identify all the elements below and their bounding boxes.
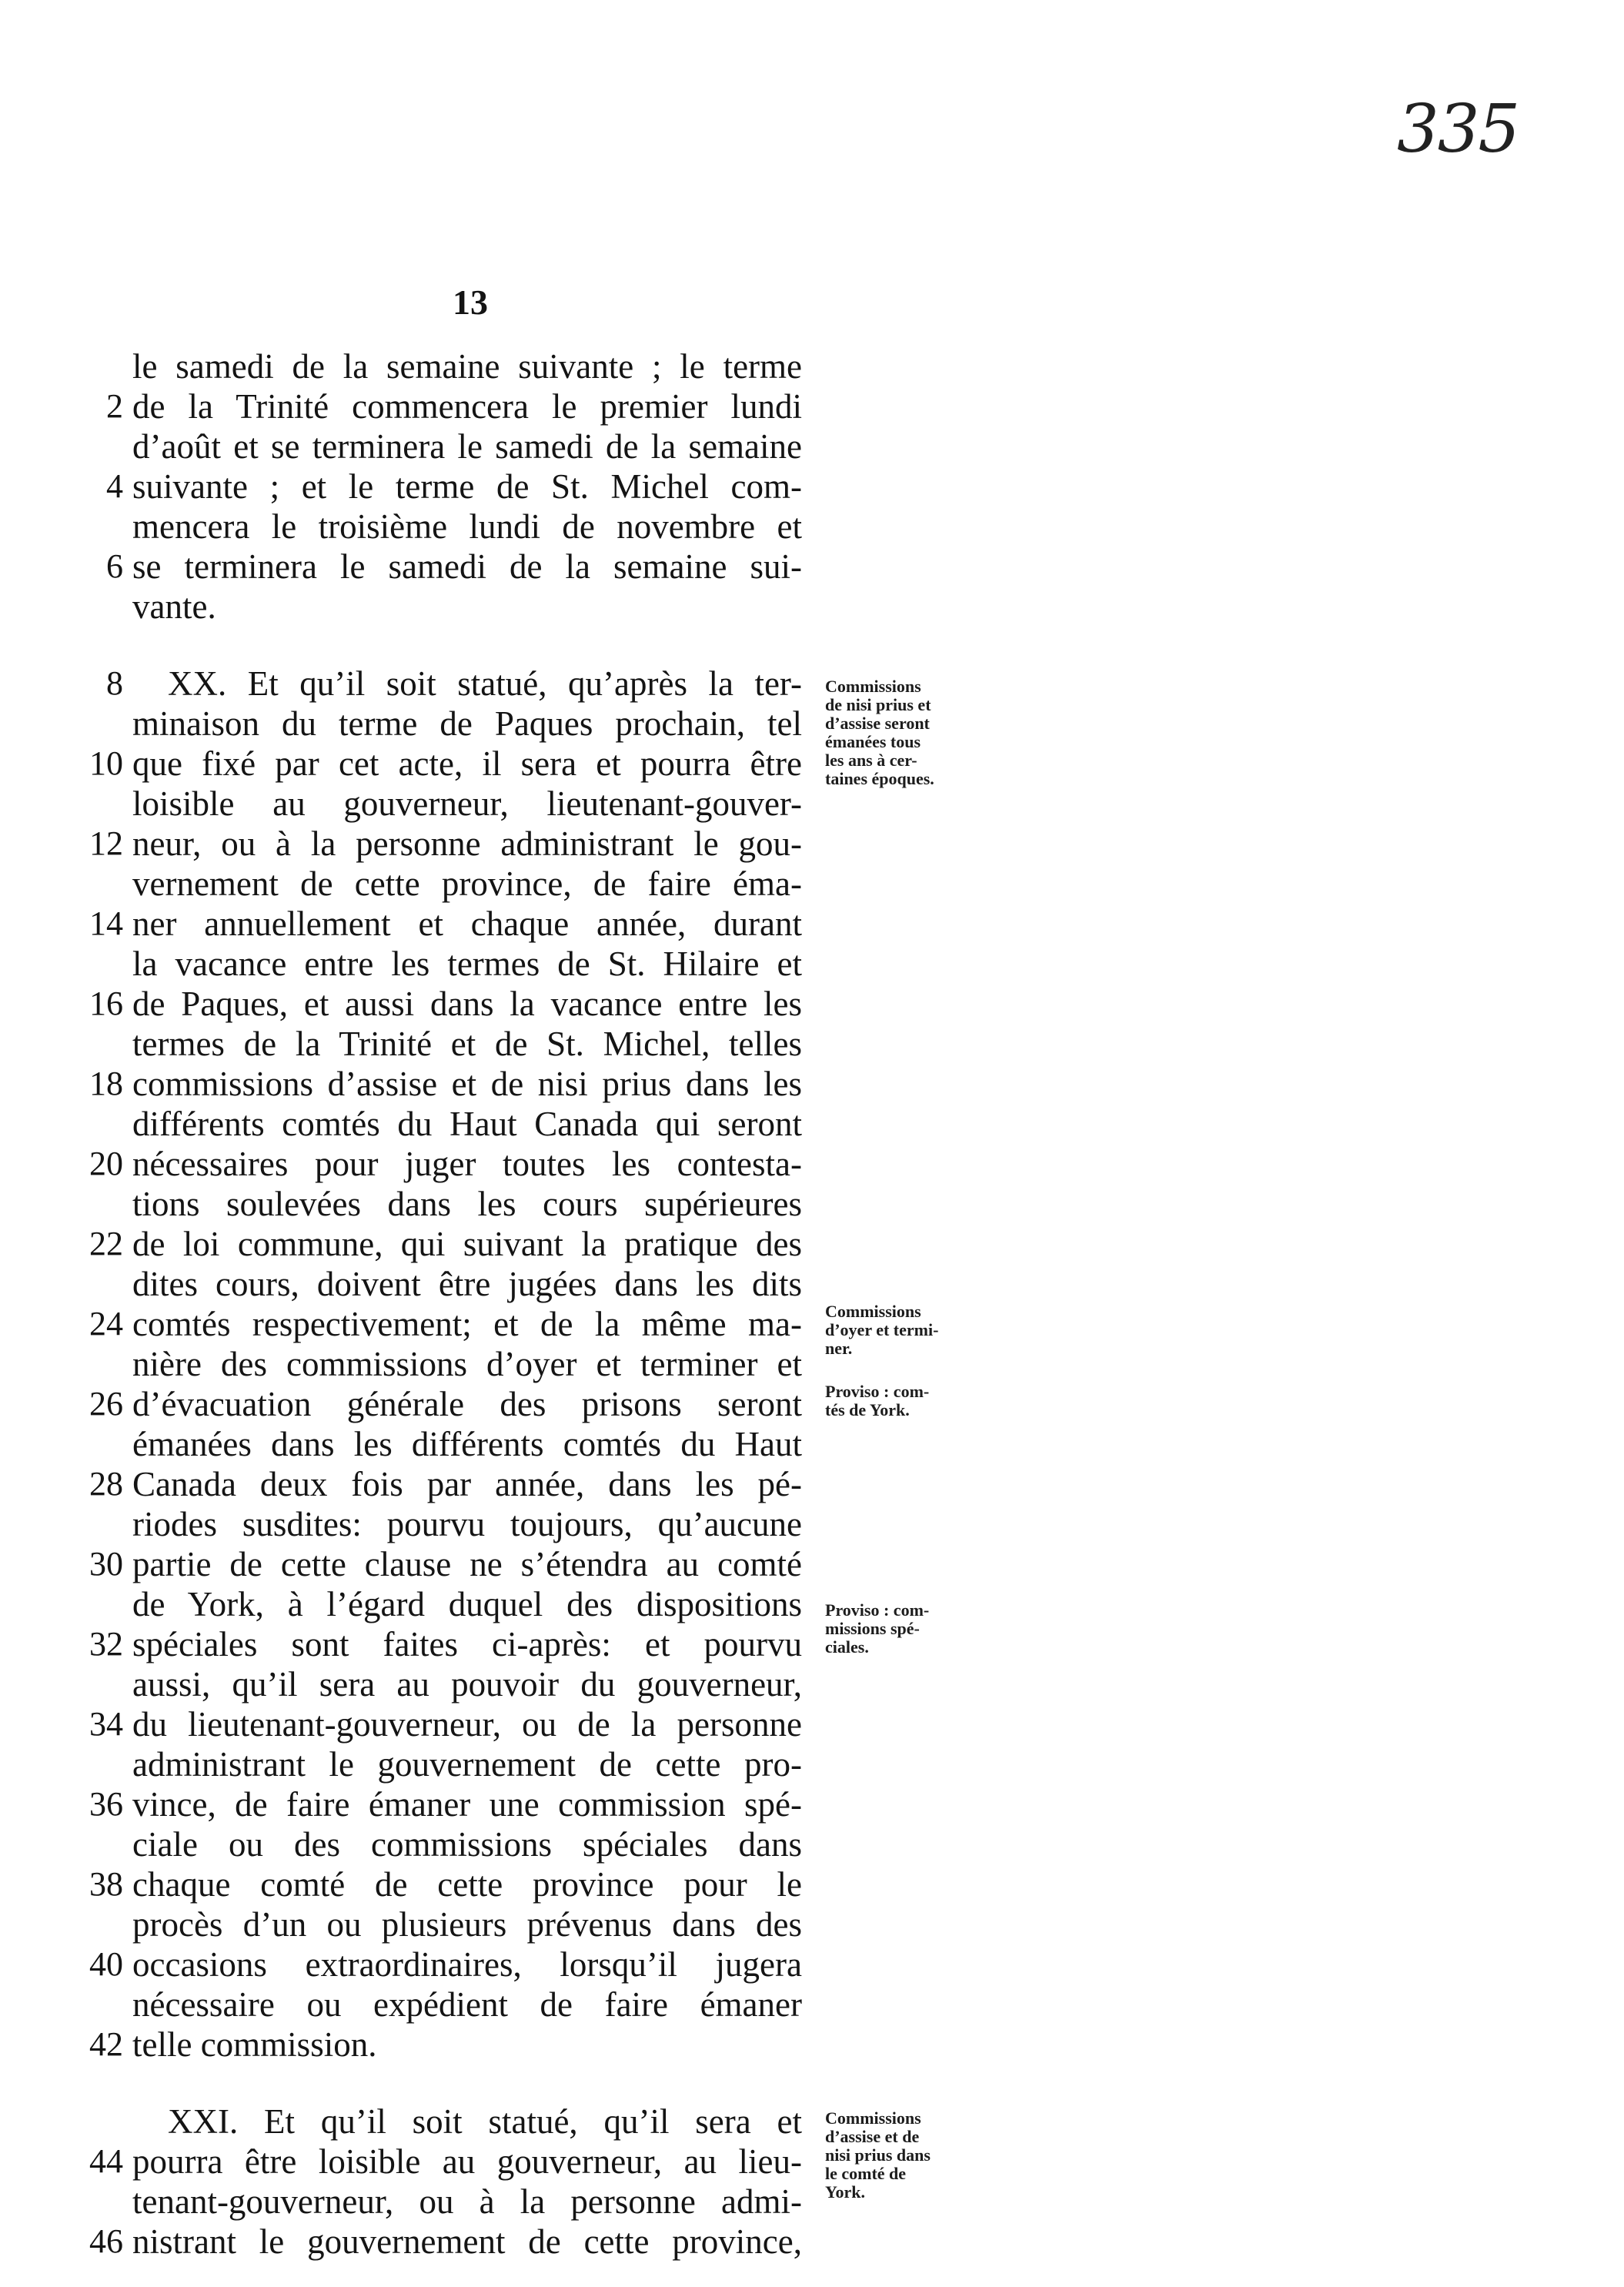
text-line: commissions d’assise et de nisi prius dans les [132, 1065, 802, 1103]
margin-note-line: émanées tous [825, 732, 921, 751]
text-line: dites cours, doivent être jugées dans les dits [132, 1265, 802, 1303]
margin-note-line: de nisi prius et [825, 695, 931, 714]
text-line: neur, ou à la personne administrant le gou- [132, 824, 802, 863]
line-number: 44 [89, 2142, 123, 2180]
line-number: 12 [89, 824, 123, 862]
margin-note-line: d’oyer et termi- [825, 1320, 939, 1339]
line-number: 40 [89, 1945, 123, 1983]
text-line: du lieutenant-gouverneur, ou de la personne [132, 1705, 802, 1744]
line-number: 16 [89, 985, 123, 1022]
text-line: mencera le troisième lundi de novembre et [132, 507, 802, 546]
text-line: d’évacuation générale des prisons seront [132, 1385, 802, 1423]
text-line: loisible au gouverneur, lieutenant-gouver- [132, 784, 802, 823]
text-line: ciale ou des commissions spéciales dans [132, 1825, 802, 1864]
text-line: que fixé par cet acte, il sera et pourra être [132, 744, 802, 783]
line-number: 24 [89, 1305, 123, 1342]
text-line: nécessaire ou expédient de faire émaner [132, 1985, 802, 2024]
line-number: 8 [106, 664, 123, 702]
margin-note-line: ciales. [825, 1637, 869, 1657]
line-number: 22 [89, 1225, 123, 1262]
line-number: 38 [89, 1865, 123, 1903]
margin-note-line: Commissions [825, 1302, 921, 1321]
text-line: le samedi de la semaine suivante ; le terme [132, 347, 802, 386]
text-line: suivante ; et le terme de St. Michel com- [132, 467, 802, 506]
text-line: comtés respectivement; et de la même ma- [132, 1305, 802, 1343]
margin-note-line: missions spé- [825, 1619, 920, 1638]
line-number: 14 [89, 904, 123, 942]
line-number: 30 [89, 1545, 123, 1583]
line-number: 34 [89, 1705, 123, 1743]
text-line: spéciales sont faites ci-après: et pourvu [132, 1625, 802, 1663]
text-line: de York, à l’égard duquel des dispositions [132, 1585, 802, 1623]
line-number: 46 [89, 2222, 123, 2260]
text-line: vernement de cette province, de faire éma- [132, 864, 802, 903]
line-number: 28 [89, 1465, 123, 1503]
text-line: vince, de faire émaner une commission spé- [132, 1785, 802, 1824]
text-line: telle commission. [132, 2025, 377, 2064]
text-line: émanées dans les différents comtés du Haut [132, 1425, 802, 1463]
text-line: se terminera le samedi de la semaine sui- [132, 547, 802, 586]
text-line: nière des commissions d’oyer et terminer et [132, 1345, 802, 1383]
text-line: XXI. Et qu’il soit statué, qu’il sera et [168, 2102, 802, 2141]
text-line: de Paques, et aussi dans la vacance entre les [132, 985, 802, 1023]
margin-note-line: nisi prius dans [825, 2145, 931, 2165]
line-number: 6 [106, 547, 123, 585]
text-line: différents comtés du Haut Canada qui seront [132, 1105, 802, 1143]
text-line: administrant le gouvernement de cette pro- [132, 1745, 802, 1784]
margin-note-line: ner. [825, 1339, 853, 1358]
margin-note [825, 677, 1002, 788]
text-line: aussi, qu’il sera au pouvoir du gouverneur, [132, 1665, 802, 1704]
text-line: ner annuellement et chaque année, durant [132, 904, 802, 943]
line-number: 20 [89, 1145, 123, 1182]
text-line: d’août et se terminera le samedi de la semaine [132, 427, 802, 466]
line-number: 36 [89, 1785, 123, 1823]
margin-note-line: Proviso : com- [825, 1600, 930, 1620]
text-line: tenant-gouverneur, ou à la personne admi- [132, 2182, 802, 2221]
line-number: 26 [89, 1385, 123, 1423]
text-line: termes de la Trinité et de St. Michel, telles [132, 1025, 802, 1063]
page-number: 13 [453, 283, 488, 322]
text-line: vante. [132, 587, 216, 626]
text-line: chaque comté de cette province pour le [132, 1865, 802, 1904]
margin-note-line: Commissions [825, 677, 921, 696]
margin-note-line: le comté de [825, 2164, 907, 2183]
text-line: XX. Et qu’il soit statué, qu’après la ter- [168, 664, 802, 703]
margin-note-line: taines époques. [825, 769, 934, 788]
margin-note [825, 1302, 1002, 1358]
text-line: nécessaires pour juger toutes les contesta- [132, 1145, 802, 1183]
text-line: riodes susdites: pourvu toujours, qu’aucune [132, 1505, 802, 1543]
handwritten-folio-number: 335 [1397, 91, 1519, 168]
margin-note-line: tés de York. [825, 1400, 910, 1419]
line-number: 10 [89, 744, 123, 782]
text-line: Canada deux fois par année, dans les pé- [132, 1465, 802, 1503]
line-number: 4 [106, 467, 123, 505]
text-line: occasions extraordinaires, lorsqu’il jugera [132, 1945, 802, 1984]
margin-note-line: Proviso : com- [825, 1382, 930, 1401]
margin-note-line: Commissions [825, 2108, 921, 2128]
margin-note-line: d’assise et de [825, 2127, 920, 2146]
line-number: 32 [89, 1625, 123, 1663]
margin-note [825, 1601, 1002, 1657]
text-line: minaison du terme de Paques prochain, tel [132, 704, 802, 743]
text-line: partie de cette clause ne s’étendra au comté [132, 1545, 802, 1583]
margin-note [825, 2109, 1002, 2202]
margin-note-line: les ans à cer- [825, 751, 917, 770]
text-line: pourra être loisible au gouverneur, au lieu- [132, 2142, 802, 2181]
text-line: de la Trinité commencera le premier lundi [132, 387, 802, 426]
margin-note [825, 1383, 1002, 1419]
text-line: procès d’un ou plusieurs prévenus dans des [132, 1905, 802, 1944]
line-number: 18 [89, 1065, 123, 1102]
margin-note-line: d’assise seront [825, 714, 930, 733]
line-number: 2 [106, 387, 123, 425]
line-number: 42 [89, 2025, 123, 2063]
margin-note-line: York. [825, 2182, 865, 2202]
text-line: la vacance entre les termes de St. Hilaire et [132, 945, 802, 983]
text-line: de loi commune, qui suivant la pratique des [132, 1225, 802, 1263]
text-line: nistrant le gouvernement de cette province, [132, 2222, 802, 2261]
text-line: tions soulevées dans les cours supérieures [132, 1185, 802, 1223]
